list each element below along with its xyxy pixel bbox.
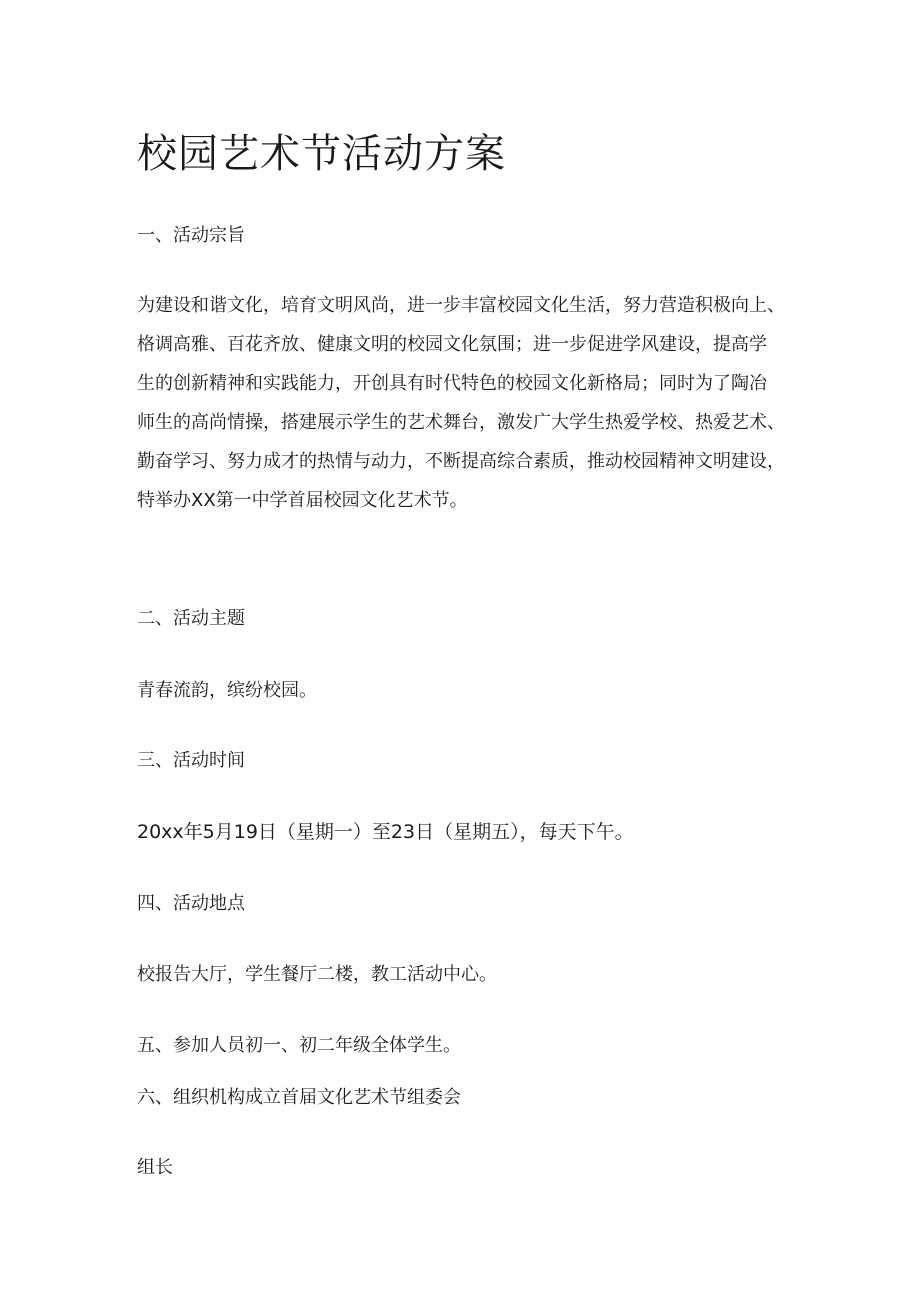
location-text: 校报告大厅，学生餐厅二楼，教工活动中心。 <box>137 964 497 985</box>
section-heading-purpose: 一、活动宗旨 <box>137 225 245 246</box>
paragraph-line: 生的创新精神和实践能力，开创具有时代特色的校园文化新格局；同时为了陶冶 <box>137 373 767 394</box>
paragraph-line: 师生的高尚情操，搭建展示学生的艺术舞台，激发广大学生热爱学校、热爱艺术、 <box>137 412 785 433</box>
section-heading-theme: 二、活动主题 <box>137 608 245 629</box>
paragraph-line: 格调高雅、百花齐放、健康文明的校园文化氛围；进一步促进学风建设，提高学 <box>137 334 767 355</box>
time-text: 20xx年5月19日（星期一）至23日（星期五），每天下午。 <box>137 821 634 843</box>
paragraph-line: 勤奋学习、努力成才的热情与动力，不断提高综合素质，推动校园精神文明建设， <box>137 451 785 472</box>
theme-text: 青春流韵，缤纷校园。 <box>137 680 317 701</box>
section-heading-time: 三、活动时间 <box>137 750 245 771</box>
group-leader-label: 组长 <box>137 1157 173 1178</box>
paragraph-line: 为建设和谐文化，培育文明风尚，进一步丰富校园文化生活，努力营造积极向上、 <box>137 295 785 316</box>
document-title: 校园艺术节活动方案 <box>137 131 506 177</box>
paragraph-line: 特举办XX第一中学首届校园文化艺术节。 <box>137 490 468 511</box>
purpose-paragraph <box>137 286 797 520</box>
section-heading-location: 四、活动地点 <box>137 893 245 914</box>
section-heading-participants: 五、参加人员初一、初二年级全体学生。 <box>137 1035 461 1056</box>
section-heading-organization: 六、组织机构成立首届文化艺术节组委会 <box>137 1087 461 1108</box>
